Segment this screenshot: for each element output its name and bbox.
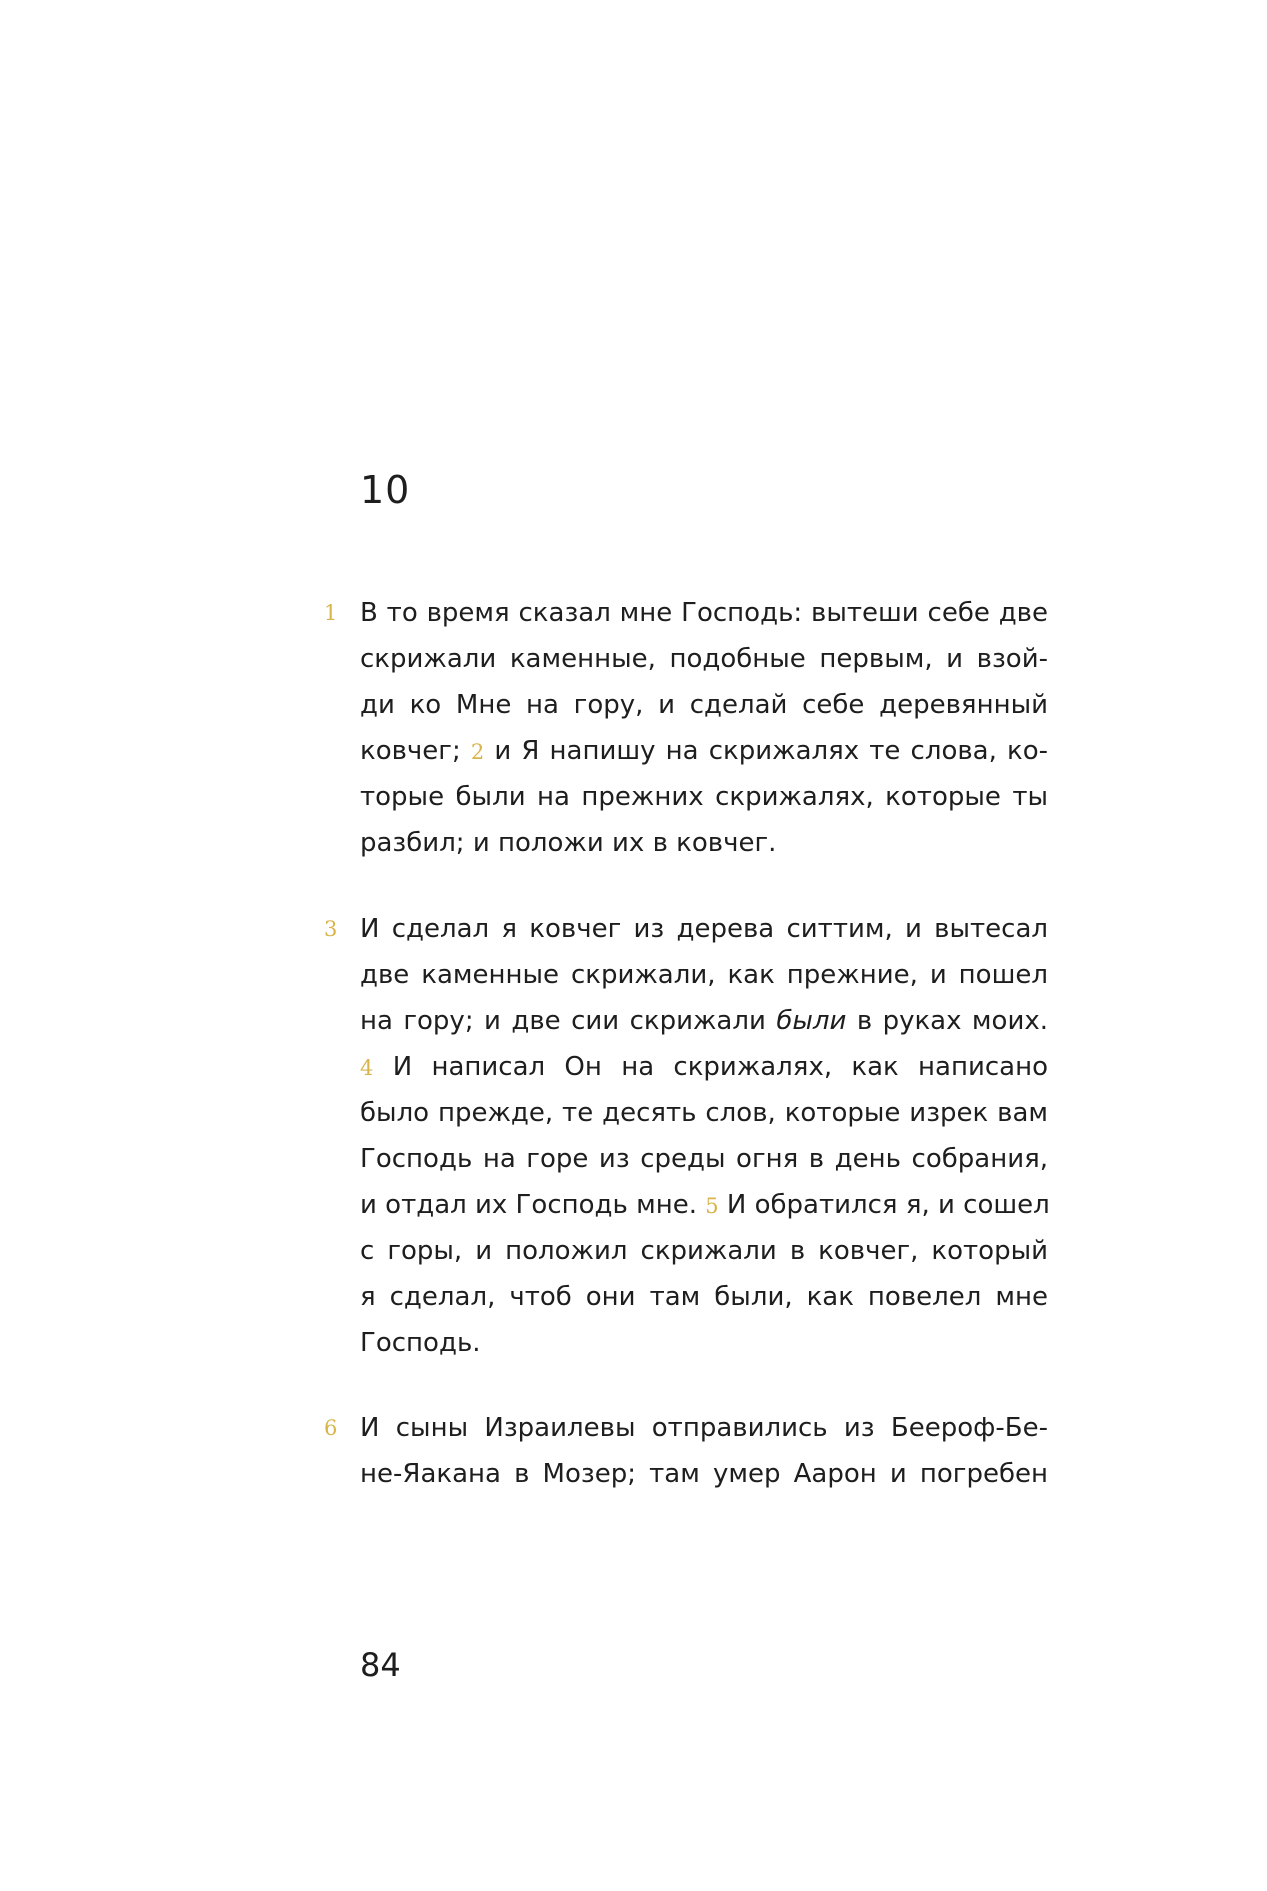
verse-number: 5 xyxy=(705,1194,719,1218)
line-text: ковчег; xyxy=(360,736,461,766)
verse-number: 4 xyxy=(360,1056,374,1080)
line-text: торые были на прежних скрижалях, которые ты xyxy=(360,782,1048,812)
line-text: две каменные скрижали, как прежние, и пошел xyxy=(360,960,1048,990)
page-number: 84 xyxy=(360,1646,401,1684)
line-text: в руках моих. xyxy=(856,1006,1049,1036)
text-line xyxy=(324,1405,1048,1451)
line-text: И написал Он на скрижалях, как написано xyxy=(392,1052,1049,1082)
line-text: не-Яакана в Мозер; там умер Аарон и погребен xyxy=(360,1459,1048,1489)
text-line xyxy=(360,1451,1048,1497)
line-text: И обратился я, и сошел xyxy=(726,1190,1050,1220)
text-line xyxy=(360,820,1048,866)
paragraph-verse-6 xyxy=(324,1405,1048,1497)
line-text: В то время сказал мне Господь: вытеши себе две xyxy=(360,598,1048,628)
text-line xyxy=(360,1090,1048,1136)
line-text: на гору; и две сии скрижали xyxy=(360,1006,766,1036)
text-line xyxy=(360,774,1048,820)
line-text: И сделал я ковчег из дерева ситтим, и вытесал xyxy=(360,914,1048,944)
text-line xyxy=(360,636,1048,682)
line-text: скрижали каменные, подобные первым, и взой- xyxy=(360,644,1048,674)
italic-word: были xyxy=(776,1006,847,1036)
paragraph-verses-3-5 xyxy=(324,906,1050,1366)
text-line xyxy=(360,1182,1048,1228)
chapter-number: 10 xyxy=(360,468,411,512)
line-text: с горы, и положил скрижали в ковчег, который xyxy=(360,1236,1048,1266)
verse-number: 1 xyxy=(324,601,338,625)
line-text: и отдал их Господь мне. xyxy=(360,1190,697,1220)
text-line xyxy=(360,998,1048,1044)
text-line xyxy=(360,1136,1048,1182)
paragraph-verses-1-2 xyxy=(324,590,1048,866)
text-line xyxy=(360,1228,1048,1274)
text-line xyxy=(324,906,1048,952)
line-text: было прежде, те десять слов, которые изрек вам xyxy=(360,1098,1048,1128)
text-line xyxy=(360,1274,1048,1320)
verse-number: 2 xyxy=(470,740,485,764)
line-text: разбил; и положи их в ковчег. xyxy=(360,828,777,858)
text-line xyxy=(324,590,1048,636)
verse-number: 6 xyxy=(324,1416,338,1440)
line-text: и Я напишу на скрижалях те слова, ко- xyxy=(494,736,1048,766)
text-line xyxy=(360,1044,1048,1090)
line-text: я сделал, чтоб они там были, как повелел мне xyxy=(360,1282,1048,1312)
text-line xyxy=(360,728,1048,774)
text-line xyxy=(360,682,1048,728)
line-text: Господь. xyxy=(360,1328,481,1358)
line-text: ди ко Мне на гору, и сделай себе деревянный xyxy=(360,690,1048,720)
line-text: Господь на горе из среды огня в день собрания, xyxy=(360,1144,1048,1174)
text-line xyxy=(360,1320,1048,1366)
text-line xyxy=(360,952,1048,998)
verse-number: 3 xyxy=(324,917,338,941)
line-text: И сыны Израилевы отправились из Бееpоф-Бе- xyxy=(360,1413,1048,1443)
